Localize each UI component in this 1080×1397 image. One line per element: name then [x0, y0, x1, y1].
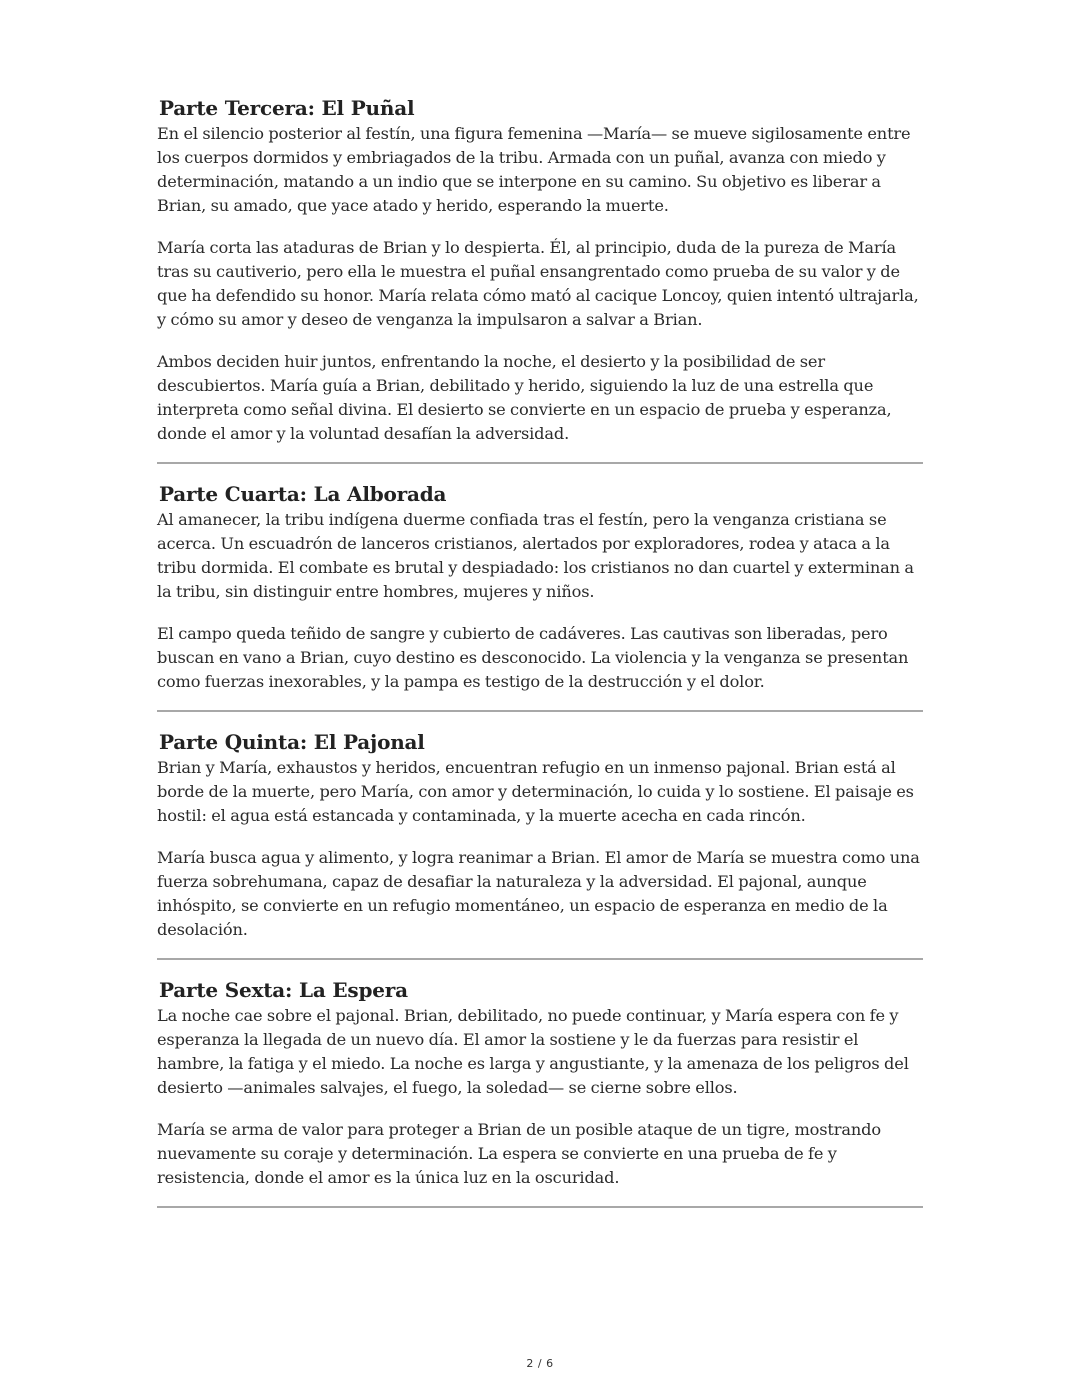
section-parte-cuarta [157, 480, 923, 694]
document-page [157, 94, 923, 1224]
section-title: Parte Tercera: El Puñal [159, 96, 415, 120]
page-number: 2 / 6 [526, 1357, 554, 1370]
section-divider [157, 462, 923, 464]
paragraph: El campo queda teñido de sangre y cubierto de cadáveres. Las cautivas son liberadas, pero buscan en vano a Brian, cuyo destino es desconocido. La violencia y la venganza se presentan como fuerzas inexorables, y la pampa es testigo de la destrucción y el dolor. [157, 624, 909, 691]
paragraph: María corta las ataduras de Brian y lo despierta. Él, al principio, duda de la pureza de María tras su cautiverio, pero ella le muestra el puñal ensangrentado como prueba de su valor y de que ha defendido su honor. María relata cómo mató al cacique Loncoy, quien intentó ultrajarla, y cómo su amor y deseo de venganza la impulsaron a salvar a Brian. [157, 238, 919, 329]
paragraph: Ambos deciden huir juntos, enfrentando la noche, el desierto y la posibilidad de ser descubiertos. María guía a Brian, debilitado y herido, siguiendo la luz de una estrella que interpreta como señal divina. El desierto se convierte en un espacio de prueba y esperanza, donde el amor y la voluntad desafían la adversidad. [157, 352, 892, 443]
paragraph: La noche cae sobre el pajonal. Brian, debilitado, no puede continuar, y María espera con fe y esperanza la llegada de un nuevo día. El amor la sostiene y le da fuerzas para resistir el hambre, la fatiga y el miedo. La noche es larga y angustiante, y la amenaza de los peligros del desierto —animales salvajes, el fuego, la soledad— se cierne sobre ellos. [157, 1006, 909, 1097]
section-parte-tercera [157, 94, 923, 446]
section-divider [157, 710, 923, 712]
section-divider [157, 1206, 923, 1208]
section-title: Parte Quinta: El Pajonal [159, 730, 425, 754]
section-parte-quinta [157, 728, 923, 942]
paragraph: María se arma de valor para proteger a Brian de un posible ataque de un tigre, mostrando nuevamente su coraje y determinación. La espera se convierte en una prueba de fe y resistencia, donde el amor es la única luz en la oscuridad. [157, 1120, 881, 1187]
paragraph: En el silencio posterior al festín, una figura femenina —María— se mueve sigilosamente entre los cuerpos dormidos y embriagados de la tribu. Armada con un puñal, avanza con miedo y determinación, matando a un indio que se interpone en su camino. Su objetivo es liberar a Brian, su amado, que yace atado y herido, esperando la muerte. [157, 124, 911, 215]
section-divider [157, 958, 923, 960]
section-parte-sexta [157, 976, 923, 1190]
section-title: Parte Sexta: La Espera [159, 978, 408, 1002]
paragraph: Brian y María, exhaustos y heridos, encuentran refugio en un inmenso pajonal. Brian está al borde de la muerte, pero María, con amor y determinación, lo cuida y lo sostiene. El paisaje es hostil: el agua está estancada y contaminada, y la muerte acecha en cada rincón. [157, 758, 914, 825]
paragraph: Al amanecer, la tribu indígena duerme confiada tras el festín, pero la venganza cristiana se acerca. Un escuadrón de lanceros cristianos, alertados por exploradores, rodea y ataca a la tribu dormida. El combate es brutal y despiadado: los cristianos no dan cuartel y exterminan a la tribu, sin distinguir entre hombres, mujeres y niños. [157, 510, 914, 601]
paragraph: María busca agua y alimento, y logra reanimar a Brian. El amor de María se muestra como una fuerza sobrehumana, capaz de desafiar la naturaleza y la adversidad. El pajonal, aunque inhóspito, se convierte en un refugio momentáneo, un espacio de esperanza en medio de la desolación. [157, 848, 920, 939]
section-title: Parte Cuarta: La Alborada [159, 482, 447, 506]
